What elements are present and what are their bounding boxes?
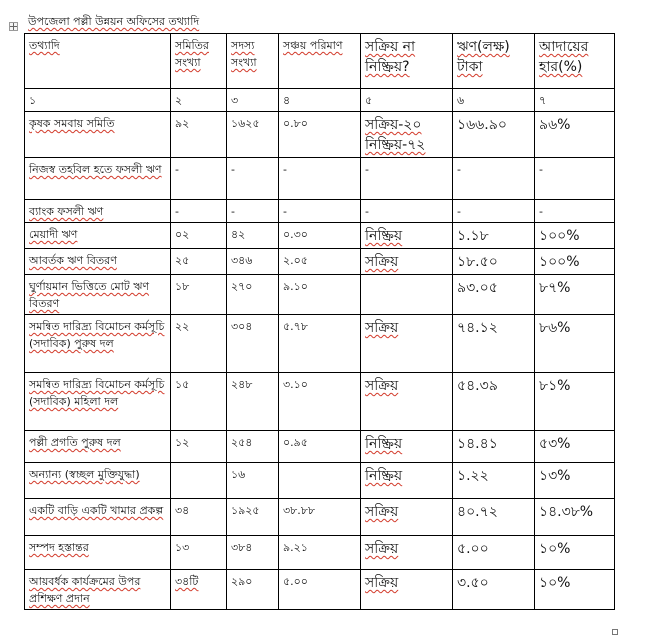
table-cell	[361, 275, 453, 315]
table-cell	[227, 373, 279, 431]
table-cell-text: ৩৮৪	[231, 541, 253, 554]
column-number-cell-text: ৬	[457, 94, 465, 107]
table-cell-text: সক্রিয়-২০ নিষ্ক্রিয়-৭২	[365, 117, 426, 153]
table-cell	[361, 112, 453, 158]
table-cell	[279, 275, 361, 315]
table-cell	[279, 158, 361, 200]
table-cell-text: আয়বর্ধক কার্যক্রমের উপর প্রশিক্ষণ প্রদান	[29, 575, 141, 605]
table-cell	[171, 431, 227, 463]
table-cell-text: ১৪.৪১	[457, 436, 498, 452]
table-cell-text: সক্রিয়	[365, 504, 399, 520]
table-cell	[227, 275, 279, 315]
column-number-cell-text: ৩	[231, 94, 239, 107]
table-cell-text: ০২	[175, 228, 190, 241]
header-cell-text: সদস্য সংখ্যা	[231, 39, 257, 69]
table-cell	[535, 536, 615, 570]
table-cell	[25, 463, 171, 499]
table-cell-text: ৩৮.৮৮	[283, 504, 316, 517]
table-cell	[361, 536, 453, 570]
table-row	[25, 431, 615, 463]
table-cell	[171, 499, 227, 536]
header-cell	[279, 34, 361, 89]
table-cell-text: নিষ্ক্রিয়	[365, 228, 403, 244]
table-resize-handle[interactable]	[612, 629, 618, 635]
table-cell	[25, 431, 171, 463]
table-cell	[279, 536, 361, 570]
table-cell-text: ৯২	[175, 117, 190, 130]
table-cell-text: ২.০৫	[283, 254, 308, 267]
table-cell-text: সমন্বিত দারিদ্র্য বিমোচন কর্মসূচি (সদাবিক) মহিলা দল	[29, 378, 165, 408]
table-cell	[171, 249, 227, 275]
column-number-row	[25, 89, 615, 112]
table-cell	[227, 315, 279, 373]
table-cell-text: ৪২	[231, 228, 246, 241]
table-cell	[25, 200, 171, 223]
header-cell	[227, 34, 279, 89]
table-cell	[171, 373, 227, 431]
table-cell	[25, 499, 171, 536]
table-row	[25, 200, 615, 223]
table-cell	[279, 463, 361, 499]
table-cell-text: ৩৪৬	[231, 254, 253, 267]
table-cell-text: -	[457, 163, 461, 176]
table-cell	[171, 112, 227, 158]
column-number-cell-text: ৪	[283, 94, 291, 107]
table-cell-text: ৯৩.০৫	[457, 280, 498, 296]
table-cell	[535, 315, 615, 373]
column-number-cell	[279, 89, 361, 112]
table-cell-text: সক্রিয়	[365, 254, 399, 270]
table-cell	[361, 223, 453, 249]
header-cell-text: সমিতির সংখ্যা	[175, 39, 209, 69]
table-cell-text: -	[539, 163, 543, 176]
table-cell	[279, 499, 361, 536]
table-cell-text: ১৩	[175, 541, 190, 554]
table-cell-text: নিষ্ক্রিয়	[365, 468, 403, 484]
header-cell-text: তথ্যাদি	[29, 39, 60, 52]
table-cell-text: ৫.৭৮	[283, 320, 308, 333]
table-cell	[25, 158, 171, 200]
table-cell-text: -	[457, 205, 461, 218]
table-cell	[535, 570, 615, 610]
table-cell-text: -	[231, 205, 235, 218]
table-cell	[171, 536, 227, 570]
column-number-cell	[361, 89, 453, 112]
table-cell	[535, 200, 615, 223]
table-cell	[453, 499, 535, 536]
table-cell-text: একটি বাড়ি একটি খামার প্রকল্প	[29, 504, 164, 517]
column-number-cell-text: ১	[29, 94, 37, 107]
table-cell	[25, 536, 171, 570]
table-cell	[279, 249, 361, 275]
table-move-handle[interactable]	[9, 22, 18, 31]
table-cell	[171, 223, 227, 249]
table-cell-text: ১৮.৫০	[457, 254, 498, 270]
table-cell	[227, 112, 279, 158]
table-cell	[171, 463, 227, 499]
table-cell	[227, 223, 279, 249]
table-cell	[25, 249, 171, 275]
table-cell-text: ২৪৮	[231, 378, 253, 391]
table-row	[25, 158, 615, 200]
header-cell-text: সঞ্চয় পরিমাণ	[283, 39, 343, 52]
table-cell	[453, 315, 535, 373]
column-number-cell-text: ৭	[539, 94, 547, 107]
table-cell-text: -	[365, 205, 369, 218]
table-cell	[227, 536, 279, 570]
header-cell-text: আদায়ের হার(%)	[539, 39, 589, 75]
table-row	[25, 315, 615, 373]
table-cell	[171, 570, 227, 610]
table-row	[25, 249, 615, 275]
table-cell-text: -	[175, 205, 179, 218]
table-cell-text: ২২	[175, 320, 190, 333]
table-cell-text: ৭৪.১২	[457, 320, 498, 336]
column-number-cell	[25, 89, 171, 112]
table-cell-text: ০.৩০	[283, 228, 308, 241]
table-cell	[25, 112, 171, 158]
table-cell-text: ১২	[175, 436, 190, 449]
table-cell	[535, 499, 615, 536]
table-cell-text: ৯৬%	[539, 117, 571, 133]
table-cell	[453, 223, 535, 249]
header-cell	[453, 34, 535, 89]
table-cell	[361, 200, 453, 223]
table-cell-text: ১০০%	[539, 254, 580, 270]
table-cell	[535, 373, 615, 431]
table-row	[25, 536, 615, 570]
table-cell-text: ৫.০০	[283, 575, 308, 588]
table-cell-text: ব্যাংক ফসলী ঋণ	[29, 205, 104, 218]
table-cell	[361, 158, 453, 200]
table-cell-text: ৩.১০	[283, 378, 308, 391]
document-title-text: উপজেলা পল্লী উন্নয়ন অফিসের তথ্যাদি	[28, 15, 200, 28]
table-row	[25, 499, 615, 536]
table-cell-text: ১৯২৫	[231, 504, 260, 517]
header-cell	[361, 34, 453, 89]
table-cell-text: কৃষক সমবায় সমিতি	[29, 117, 115, 130]
table-cell-text: ১৫	[175, 378, 190, 391]
table-cell	[25, 223, 171, 249]
table-cell	[279, 431, 361, 463]
table-cell-text: -	[283, 205, 287, 218]
table-cell-text: ২৯০	[231, 575, 253, 588]
table-cell	[227, 570, 279, 610]
table-cell	[453, 463, 535, 499]
table-cell-text: সক্রিয়	[365, 541, 399, 557]
table-cell-text: সক্রিয়	[365, 575, 399, 591]
table-cell	[279, 315, 361, 373]
table-header-row	[25, 34, 615, 89]
table-cell	[227, 463, 279, 499]
table-cell-text: ১৬	[231, 468, 246, 481]
table-cell	[535, 223, 615, 249]
table-row	[25, 463, 615, 499]
table-cell	[535, 249, 615, 275]
table-cell	[279, 570, 361, 610]
info-table	[24, 33, 615, 610]
table-cell	[535, 112, 615, 158]
table-cell	[453, 200, 535, 223]
table-cell-text: সম্পদ হস্তান্তর	[29, 541, 89, 554]
table-cell	[279, 373, 361, 431]
table-row	[25, 275, 615, 315]
header-cell	[535, 34, 615, 89]
table-row	[25, 223, 615, 249]
table-cell	[453, 275, 535, 315]
table-cell	[453, 249, 535, 275]
table-cell-text: -	[283, 163, 287, 176]
column-number-cell-text: ৫	[365, 94, 373, 107]
table-cell-text: ২৫	[175, 254, 190, 267]
table-cell-text: ১৩%	[539, 468, 571, 484]
table-cell-text: নিজস্ব তহবিল হতে ফসলী ঋণ	[29, 163, 162, 176]
table-cell-text: আবর্তক ঋণ বিতরণ	[29, 254, 117, 267]
table-cell-text: ঘুর্ণায়মান ভিত্তিতে মোট ঋণ বিতরণ	[29, 280, 150, 310]
table-cell-text: ৩০৪	[231, 320, 253, 333]
table-row	[25, 112, 615, 158]
table-cell	[25, 373, 171, 431]
table-cell-text: ১.২২	[457, 468, 489, 484]
table-cell	[453, 158, 535, 200]
table-row	[25, 373, 615, 431]
table-cell-text: ৫৩%	[539, 436, 571, 452]
table-cell	[25, 570, 171, 610]
table-cell-text: ২৭০	[231, 280, 253, 293]
table-cell-text: সমন্বিত দারিদ্র্য বিমোচন কর্মসূচি (সদাবিক) পুরুষ দল	[29, 320, 165, 350]
table-cell	[535, 431, 615, 463]
table-cell-text: -	[175, 163, 179, 176]
table-cell-text: ৯.১০	[283, 280, 308, 293]
table-cell-text: ১৬২৫	[231, 117, 260, 130]
table-cell	[171, 200, 227, 223]
table-cell-text: ১৬৬.৯০	[457, 117, 507, 133]
table-cell-text: ৫৪.৩৯	[457, 378, 498, 394]
table-cell	[227, 200, 279, 223]
table-cell-text: -	[231, 163, 235, 176]
table-cell	[171, 275, 227, 315]
table-cell	[279, 223, 361, 249]
table-cell-text: ০.৮০	[283, 117, 308, 130]
table-cell	[453, 373, 535, 431]
table-cell	[25, 275, 171, 315]
table-cell	[453, 431, 535, 463]
table-cell-text: ১.১৮	[457, 228, 489, 244]
table-cell	[535, 275, 615, 315]
table-cell	[279, 200, 361, 223]
table-cell-text: ১৪.৩৮%	[539, 504, 594, 520]
table-cell-text: -	[539, 205, 543, 218]
table-cell	[535, 463, 615, 499]
table-cell-text: অন্যান্য (স্বচ্ছল মুক্তিযুদ্ধা)	[29, 468, 140, 481]
table-cell-text: মেয়াদী ঋণ	[29, 228, 78, 241]
table-cell-text: ৮১%	[539, 378, 571, 394]
header-cell	[171, 34, 227, 89]
table-cell-text: ৩.৫০	[457, 575, 489, 591]
table-cell-text: ৯.২১	[283, 541, 308, 554]
table-cell	[361, 315, 453, 373]
table-cell	[361, 373, 453, 431]
table-cell	[227, 499, 279, 536]
table-cell	[227, 249, 279, 275]
table-cell-text: ০.৯৫	[283, 436, 308, 449]
table-cell-text: ১০০%	[539, 228, 580, 244]
info-table-body	[25, 34, 615, 610]
table-cell	[453, 536, 535, 570]
table-cell	[361, 499, 453, 536]
table-cell-text: ৪০.৭২	[457, 504, 498, 520]
column-number-cell	[171, 89, 227, 112]
table-cell	[361, 431, 453, 463]
table-cell	[361, 570, 453, 610]
table-cell-text: ৫.০০	[457, 541, 489, 557]
table-cell-text: নিষ্ক্রিয়	[365, 436, 403, 452]
column-number-cell	[453, 89, 535, 112]
table-cell-text: ৩৪	[175, 504, 190, 517]
header-cell-text: সক্রিয় না নিষ্ক্রিয়?	[365, 39, 416, 75]
table-cell	[171, 158, 227, 200]
table-cell	[171, 315, 227, 373]
table-cell-text: ১০%	[539, 541, 571, 557]
table-cell-text: ১৮	[175, 280, 190, 293]
document-title	[28, 15, 199, 29]
table-cell-text: -	[365, 163, 369, 176]
column-number-cell	[227, 89, 279, 112]
table-cell-text: ৮৬%	[539, 320, 571, 336]
table-cell-text: ৩৪টি	[175, 575, 199, 588]
header-cell-text: ঋণ(লক্ষ) টাকা	[457, 39, 510, 75]
column-number-cell	[535, 89, 615, 112]
table-cell	[25, 315, 171, 373]
header-cell	[25, 34, 171, 89]
table-cell-text: ৮৭%	[539, 280, 571, 296]
table-cell-text: ২৫৪	[231, 436, 253, 449]
table-cell	[535, 158, 615, 200]
table-cell	[453, 570, 535, 610]
table-cell-text: ১০%	[539, 575, 571, 591]
table-cell	[279, 112, 361, 158]
column-number-cell-text: ২	[175, 94, 183, 107]
table-cell	[227, 158, 279, 200]
table-cell	[453, 112, 535, 158]
table-cell-text: সক্রিয়	[365, 320, 399, 336]
table-row	[25, 570, 615, 610]
table-cell-text: পল্লী প্রগতি পুরুষ দল	[29, 436, 121, 449]
table-cell-text: সক্রিয়	[365, 378, 399, 394]
table-cell	[361, 249, 453, 275]
table-cell	[227, 431, 279, 463]
table-cell	[361, 463, 453, 499]
